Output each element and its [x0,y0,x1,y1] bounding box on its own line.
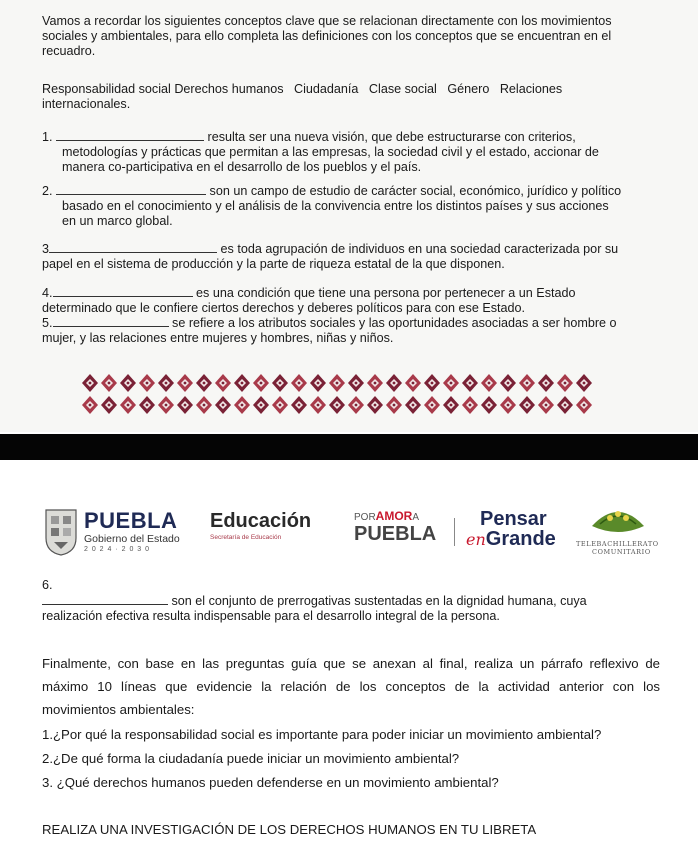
intro-paragraph: Vamos a recordar los siguientes conceptos clave que se relacionan directamente con los movimientos sociales y ambientales, para ello completa las definiciones con los conceptos que se encuentran en el recuadro. [42,14,612,58]
logos-banner [0,504,698,564]
pattern-motif [367,396,383,414]
closing-instruction: REALIZA UNA INVESTIGACIÓN DE LOS DERECHOS HUMANOS EN TU LIBRETA [42,822,537,837]
definition-item-1: 1. resulta ser una nueva visión, que debe estructurarse con criterios, metodologías y prácticas que permitan a las empresas, la sociedad civil y el estado, accionar de manera co-participativa en el desarrollo de los pueblos y el país. [42,130,599,174]
concepts-box [42,82,682,112]
answer-blank-4[interactable] [53,288,193,297]
pattern-motif [481,374,497,392]
question-1: 1.¿Por qué la responsabilidad social es importante para poder iniciar un movimiento ambiental? [42,727,602,742]
pattern-motif [462,374,478,392]
answer-blank-3[interactable] [49,244,217,253]
pattern-motif [386,396,402,414]
pattern-motif [196,374,212,392]
pattern-motif [576,374,592,392]
pattern-motif [500,374,516,392]
pattern-motif [329,396,345,414]
pattern-motif [557,396,573,414]
pattern-motif [576,396,592,414]
gobierno-label: Gobierno del Estado [84,533,180,545]
pattern-motif [177,374,193,392]
pattern-motif [481,396,497,414]
pattern-motif [519,374,535,392]
pattern-motif [310,374,326,392]
pattern-motif [120,374,136,392]
decorative-diamond-pattern [80,372,600,416]
pattern-motif [234,374,250,392]
pattern-motif [443,396,459,414]
pattern-motif [329,374,345,392]
pattern-motif [443,374,459,392]
pattern-motif [462,396,478,414]
definition-item-5: 5. se refiere a los atributos sociales y las oportunidades asociadas a ser hombre o mujer, y las relaciones entre mujeres y hombres, niñas y niños. [42,316,617,345]
answer-blank-5[interactable] [53,318,169,327]
pensar-en-grande-logo: Pensar enGrande [466,508,556,550]
final-instructions: Finalmente, con base en las preguntas guía que se anexan al final, realiza un párrafo reflexivo de máximo 10 líneas que evidencie la relación de los conceptos de la actividad anterior con los movimientos ambientales: [42,656,660,717]
pattern-motif [405,374,421,392]
pattern-motif [519,396,535,414]
pattern-motif [405,396,421,414]
answer-blank-6[interactable] [42,596,168,605]
pattern-motif [120,396,136,414]
puebla-wordmark: PUEBLA [84,508,178,533]
puebla-government-logo [44,506,184,562]
concepts-line: Responsabilidad social Derechos humanos Ciudadanía Clase social Género Relaciones [42,82,563,96]
pattern-motif [196,396,212,414]
pattern-motif [538,374,554,392]
gobierno-years: 2 0 2 4 · 2 0 3 0 [84,546,151,553]
pattern-motif [101,374,117,392]
pattern-motif [348,396,364,414]
pattern-motif [500,396,516,414]
pattern-motif [291,396,307,414]
pattern-motif [253,396,269,414]
logo-separator [454,518,455,546]
por-amor-a-puebla-logo: PORAMORA PUEBLA [354,509,437,545]
concepts-line: internacionales. [42,97,131,111]
pattern-motif [101,396,117,414]
page-divider [0,434,698,460]
pattern-motif [538,396,554,414]
pattern-motif [82,374,98,392]
pattern-motif [139,374,155,392]
pattern-motif [348,374,364,392]
pattern-motif [139,396,155,414]
pattern-motif [310,396,326,414]
pattern-motif [367,374,383,392]
educacion-logo: Educación Secretaría de Educación [210,510,312,541]
pattern-motif [386,374,402,392]
pattern-motif [272,374,288,392]
answer-blank-2[interactable] [56,186,206,195]
guide-questions [42,723,682,795]
leaf-book-icon [588,504,648,538]
pattern-motif [234,396,250,414]
pattern-motif [424,396,440,414]
pattern-motif [158,396,174,414]
definition-item-2: 2. son un campo de estudio de carácter social, económico, jurídico y político basado en el conocimiento y el análisis de la convivencia entre los distintos países y sus acciones en un marco global. [42,184,622,228]
definition-item-6: 6. son el conjunto de prerrogativas sustentadas en la dignidad humana, cuya realización efectiva resulta indispensable para el desarrollo integral de la persona. [42,578,587,623]
pattern-motif [82,396,98,414]
pattern-motif [215,374,231,392]
definition-item-4: 4. es una condición que tiene una persona por pertenecer a un Estado determinado que le confiere ciertos derechos y deberes políticos para con ese Estado. [42,286,576,315]
pattern-motif [215,396,231,414]
definition-item-3: 3 es toda agrupación de individuos en una sociedad caracterizada por su papel en el sistema de producción y la parte de riqueza estatal de la que disponen. [42,242,619,271]
telebachillerato-logo: TELEBACHILLERATO COMUNITARIO [576,504,666,560]
question-3: 3. ¿Qué derechos humanos pueden defenderse en un movimiento ambiental? [42,775,499,790]
pattern-motif [557,374,573,392]
question-2: 2.¿De qué forma la ciudadanía puede iniciar un movimiento ambiental? [42,751,460,766]
pattern-motif [253,374,269,392]
answer-blank-1[interactable] [56,132,204,141]
pattern-motif [291,374,307,392]
state-seal-icon [44,508,78,556]
pattern-motif [424,374,440,392]
pattern-motif [177,396,193,414]
pattern-motif [272,396,288,414]
pattern-motif [158,374,174,392]
